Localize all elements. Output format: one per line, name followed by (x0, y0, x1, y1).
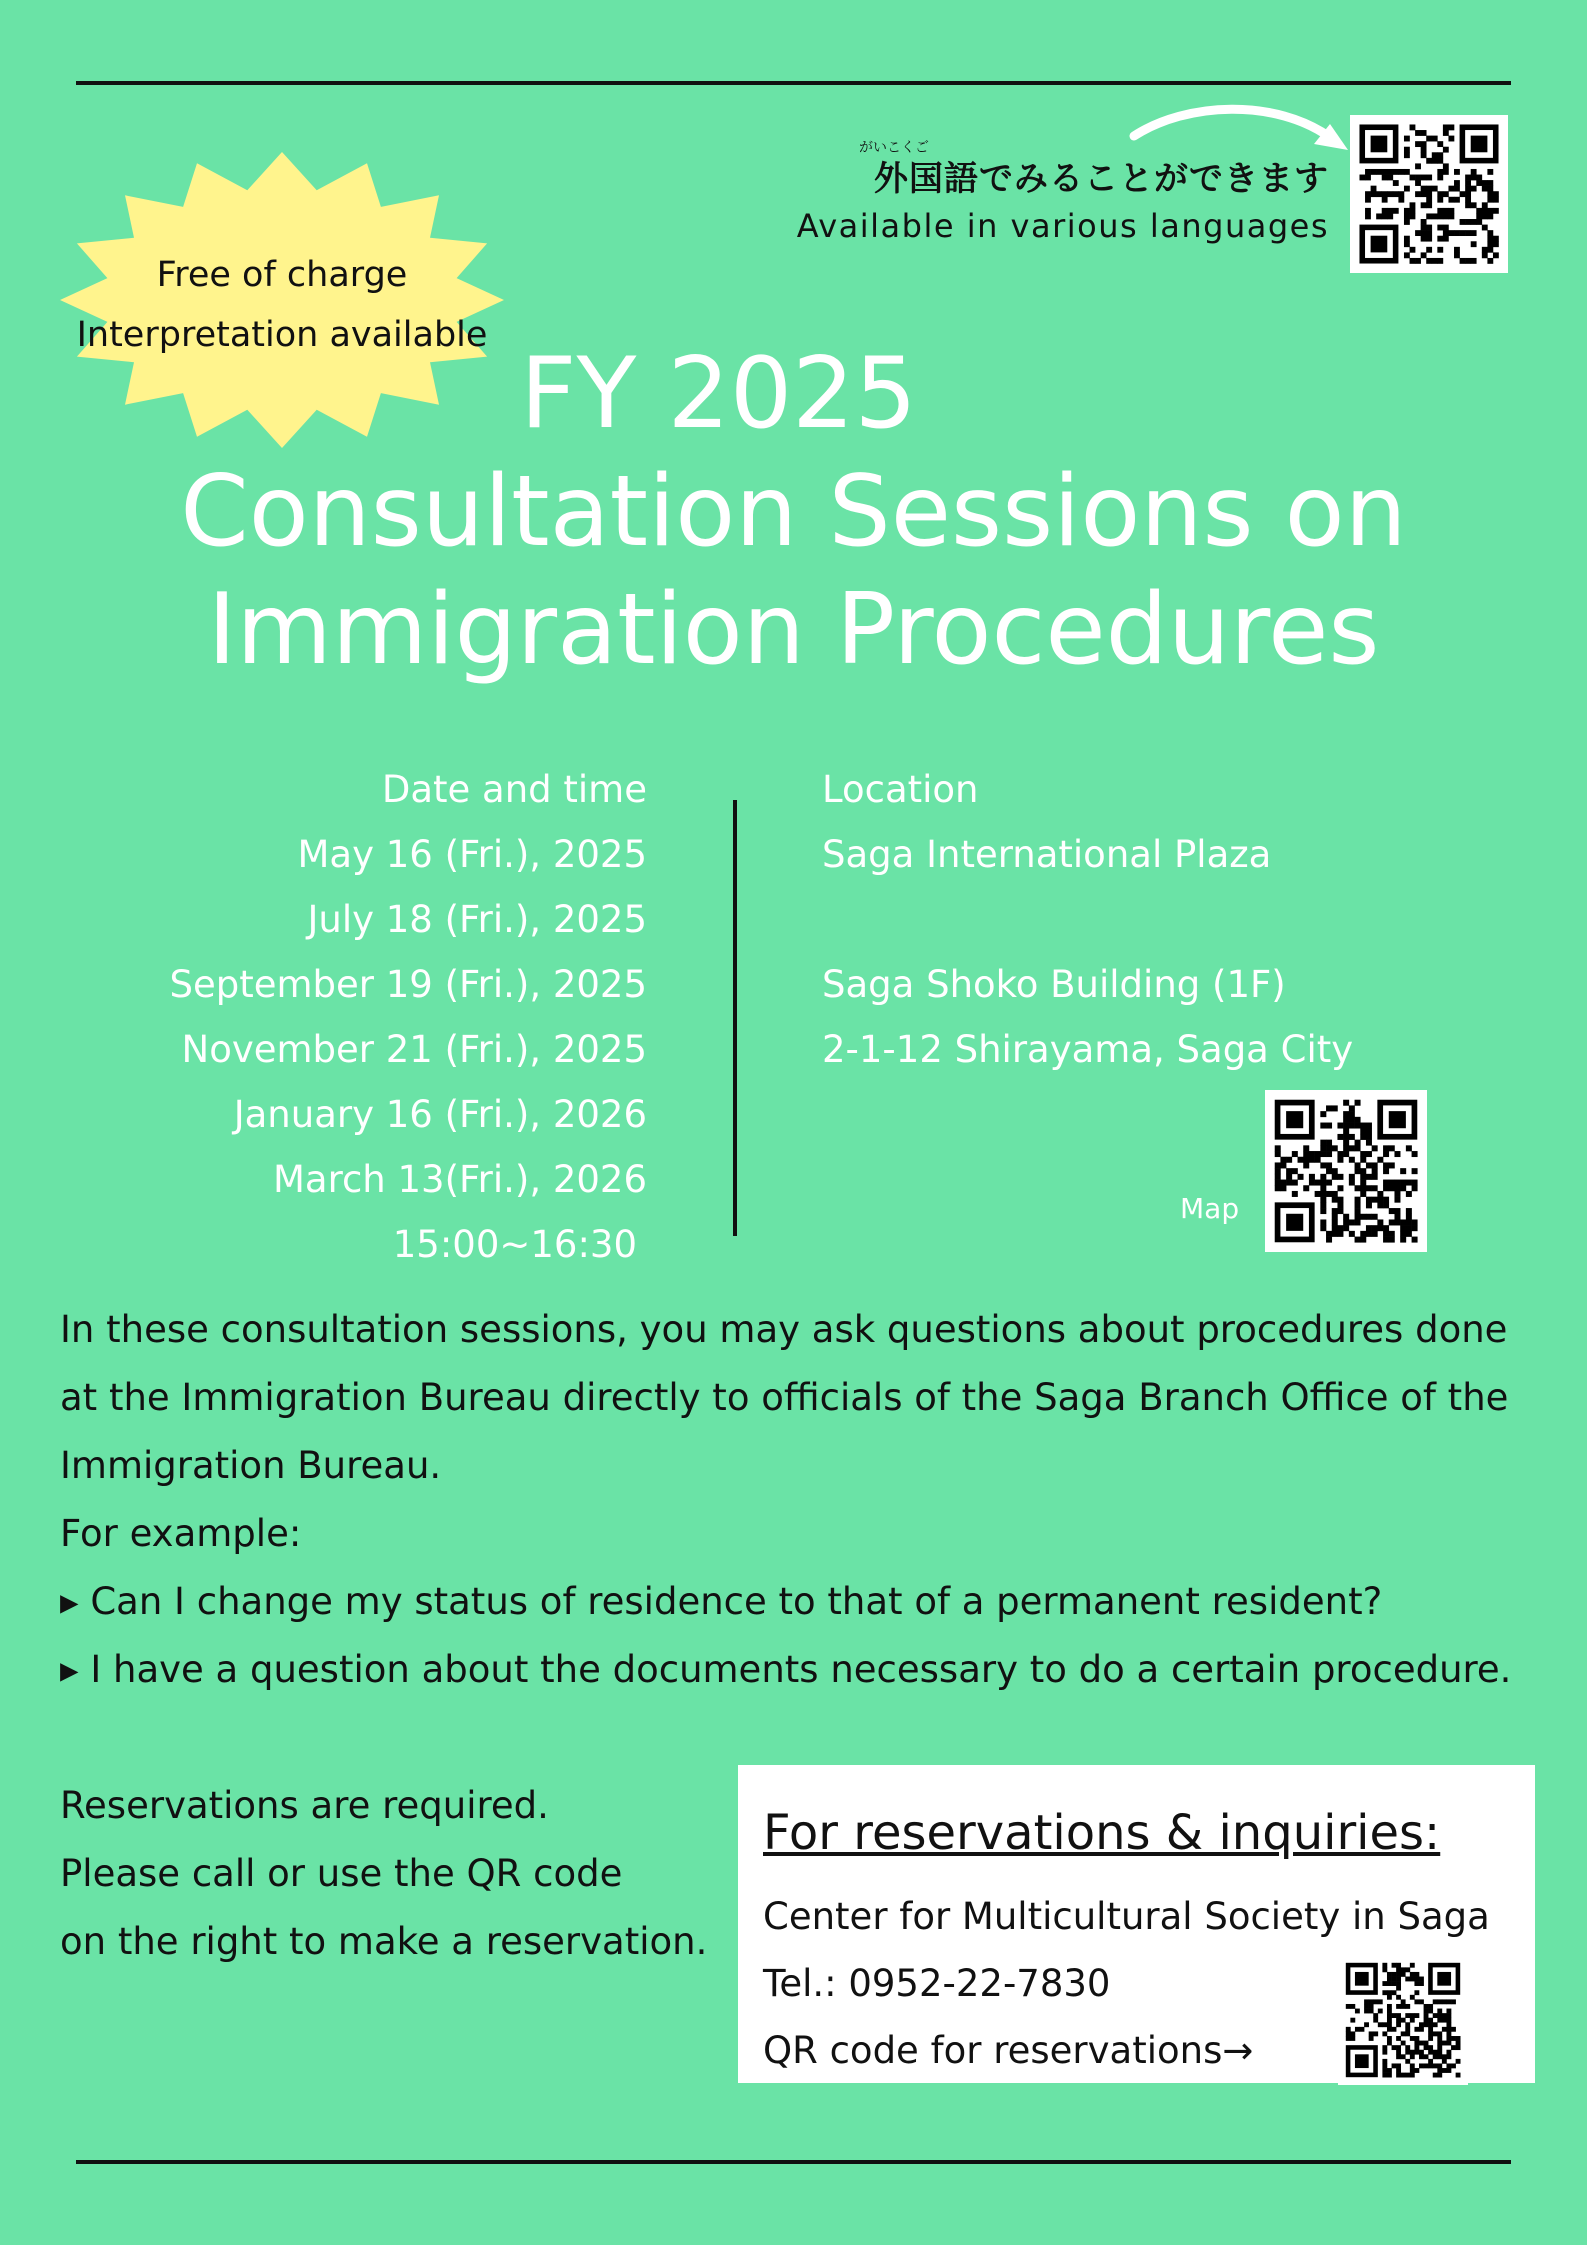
map-qr-code-icon[interactable] (1265, 1090, 1427, 1252)
japanese-notice: 外国語でみることができます (874, 159, 1329, 199)
date-item: September 19 (Fri.), 2025 (169, 963, 647, 1006)
map-label: Map (1180, 1192, 1240, 1225)
date-item: March 13(Fri.), 2026 (272, 1158, 647, 1201)
reservation-note (60, 1772, 707, 1976)
badge-line-free: Free of charge (156, 255, 408, 295)
column-divider (733, 800, 737, 1236)
location-building: Saga Shoko Building (1F) (822, 963, 1286, 1006)
date-item: May 16 (Fri.), 2025 (297, 833, 647, 876)
date-item: July 18 (Fri.), 2025 (307, 898, 647, 941)
page-title (0, 335, 1587, 689)
location-heading: Location (822, 768, 979, 811)
date-item: November 21 (Fri.), 2025 (181, 1028, 647, 1071)
language-qr-code-icon[interactable] (1350, 115, 1508, 273)
location-name: Saga International Plaza (822, 833, 1272, 876)
schedule-heading: Date and time (381, 768, 647, 811)
reservation-line: Please call or use the QR code (60, 1852, 623, 1895)
example-item: ▸ Can I change my status of residence to that of a permanent resident? (60, 1580, 1383, 1623)
reservation-line: on the right to make a reservation. (60, 1920, 708, 1963)
english-notice: Available in various languages (796, 207, 1329, 245)
description-paragraph: In these consultation sessions, you may ask questions about procedures done at the Immigration Bureau directly to officials of the Saga Branch Office of the Immigration Bureau. (60, 1308, 1509, 1487)
contact-heading: For reservations & inquiries: (763, 1805, 1441, 1861)
reservation-qr-code-icon[interactable] (1338, 1955, 1468, 2085)
furigana: がいこくご (859, 140, 929, 156)
contact-qr-label: QR code for reservations→ (763, 2029, 1254, 2072)
title-year: FY 2025 (520, 337, 917, 451)
badge-line-interpretation: Interpretation available (76, 315, 488, 355)
title-line-2: Consultation Sessions on (180, 455, 1407, 569)
date-item: January 16 (Fri.), 2026 (233, 1093, 647, 1136)
language-notice (797, 140, 1329, 250)
session-time: 15:00~16:30 (392, 1223, 637, 1266)
contact-org: Center for Multicultural Society in Saga (763, 1895, 1490, 1938)
example-label: For example: (60, 1512, 302, 1555)
location-column (822, 757, 1353, 1082)
title-line-3: Immigration Procedures (207, 573, 1380, 687)
top-rule (76, 81, 1511, 85)
location-address: 2-1-12 Shirayama, Saga City (822, 1028, 1354, 1071)
description (60, 1296, 1520, 1704)
example-item: ▸ I have a question about the documents necessary to do a certain procedure. (60, 1648, 1512, 1691)
reservation-line: Reservations are required. (60, 1784, 549, 1827)
schedule-column (169, 757, 647, 1277)
contact-card (738, 1765, 1535, 2083)
contact-tel[interactable]: Tel.: 0952-22-7830 (763, 1962, 1111, 2005)
bottom-rule (76, 2160, 1511, 2164)
